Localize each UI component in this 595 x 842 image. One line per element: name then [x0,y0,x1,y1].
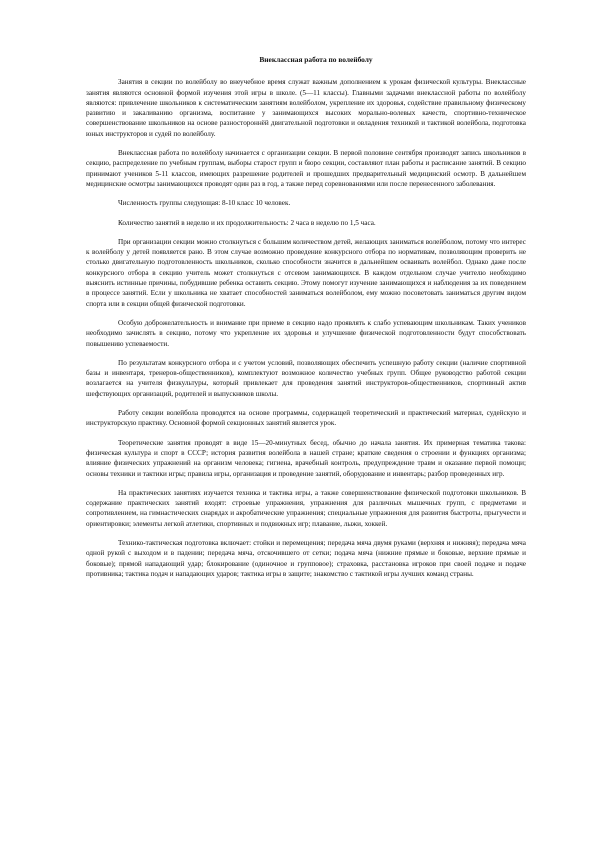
paragraph-groups: По результатам конкурсного отбора и с учетом условий, позволяющих обеспечить успешную работу секции (наличие спортивной базы и инвентаря, тренеров-общественников), комплектуют возможное количество учебных групп. Общее руководство работой секции возлагается на учителя физкультуры, который привлекает для проведения занятий инструкторов-общественников, спортивный актив шефствующих организаций, родителей и выпускников школы. [86,358,526,398]
paragraph-practice: На практических занятиях изучается техника и тактика игры, а также совершенствование физической подготовки школьников. В содержание практических занятий входят: строевые упражнения, упражнения для различных мышечных групп, с предметами и сопротивлением, на гимнастических снарядах и акробатические упражнения; специальные упражнения для развития быстроты, прыгучести и ориентировки; элементы легкой атлетики, спортивных и подвижных игр; плавание, лыжи, хоккей. [86,488,526,528]
paragraph-theory: Теоретические занятия проводят в виде 15—20-минутных бесед, обычно до начала занятия. Их примерная тематика такова: физическая культура и спорт в СССР; история развития волейбола в нашей стране; краткие сведения о строении и функциях организма; влияние физических упражнений на организм человека; гигиена, врачебный контроль, предупреждение травм и оказание первой помощи; основы техники и тактики игры; правила игры, организация и проведение занятий, оборудование и инвентарь; разбор проведенных игр. [86,438,526,478]
document-page [86,55,526,588]
paragraph-selection: При организации секции можно столкнуться с большим количеством детей, желающих заниматься волейболом, потому что интерес к волейболу у детей появляется рано. В этом случае возможно проведение конкурсного отбора по нормативам, позволяющим проверить не столько двигательную подготовленность школьников, сколько способности значится в дальнейшем осваивать волейбол. Однако даже после конкурсного отбора в секцию учитель может столкнуться с отсевом занимающихся. В каждом отдельном случае учителю необходимо выяснить истинные причины, побудившие ребенка оставить секцию. Этому помогут изучение занимающихся и наблюдения за их поведением в процессе занятий. Если у школьника не хватает способностей заниматься волейболом, ему можно посоветовать заниматься другим видом спорта или в секции общей физической подготовки. [86,237,526,308]
paragraph-intro: Занятия в секции по волейболу во внеучебное время служат важным дополнением к урокам физической культуры. Внеклассные занятия являются основной формой изучения этой игры в школе. (5—11 классы). Главными задачами внеклассной работы по волейболу являются: привлечение школьников к систематическим занятиям волейболом, укрепление их здоровья, содействие правильному физическому развитию и закаливанию организма, воспитание у занимающихся высоких морально-волевых качеств, спортивно-техническое совершенствование школьников на основе разностороннёй двигательной подготовки и овладения техникой и тактикой волейбола, подготовка юных инструкторов и судей по волейболу. [86,78,526,138]
paragraph-group-size: Численность группы следующая: 8-10 класс 10 человек. [118,199,291,208]
paragraph-program: Работу секции волейбола проводятся на основе программы, содержащей теоретический и практический материал, судейскую и инструкторскую практику. Основной формой секционных занятий является урок. [86,409,526,428]
paragraph-schedule: Количество занятий в неделю и их продолжительность: 2 часа в неделю по 1,5 часа. [118,218,376,227]
paragraph-organization: Внеклассная работа по волейболу начинается с организации секции. В первой половине сентября производят запись школьников в секцию, распределение по учебным группам, выборы старост групп и бюро секции, составляют план работы и расписание занятий. В секцию принимают учеников 5-11 классов, имеющих разрешение родителей и прошедших предварительный медицинский осмотр. В дальнейшем медицинские осмотры занимающихся проводят один раз в год, а также перед соревнованиями или после перенесенного заболевания. [86,149,526,188]
document-title: Внеклассная работа по волейболу [259,55,373,64]
paragraph-technique: Технико-тактическая подготовка включает: стойки и перемещения; передача мяча двумя руками (верхняя и нижняя); передача мяча одной рукой с выходом и в падении; передача мяча, отскочившего от сетки; подача мяча (нижние прямые и боковые, верхние прямые и боковые); прямой нападающий удар; блокирование (одиночное и групповое); страховка, расстановка игроков при своей подаче и подаче противника; тактика подач и нападающих ударов; тактика игры в защите; знакомство с тактикой игры лучших команд страны. [86,538,526,578]
paragraph-weak-students: Особую доброжелательность и внимание при приеме в секцию надо проявлять к слабо успевающим школьникам. Таких учеников необходимо зачислять в секцию, потому что укрепление их здоровья и улучшение физической подготовленности будут способствовать повышению успеваемости. [86,318,526,348]
